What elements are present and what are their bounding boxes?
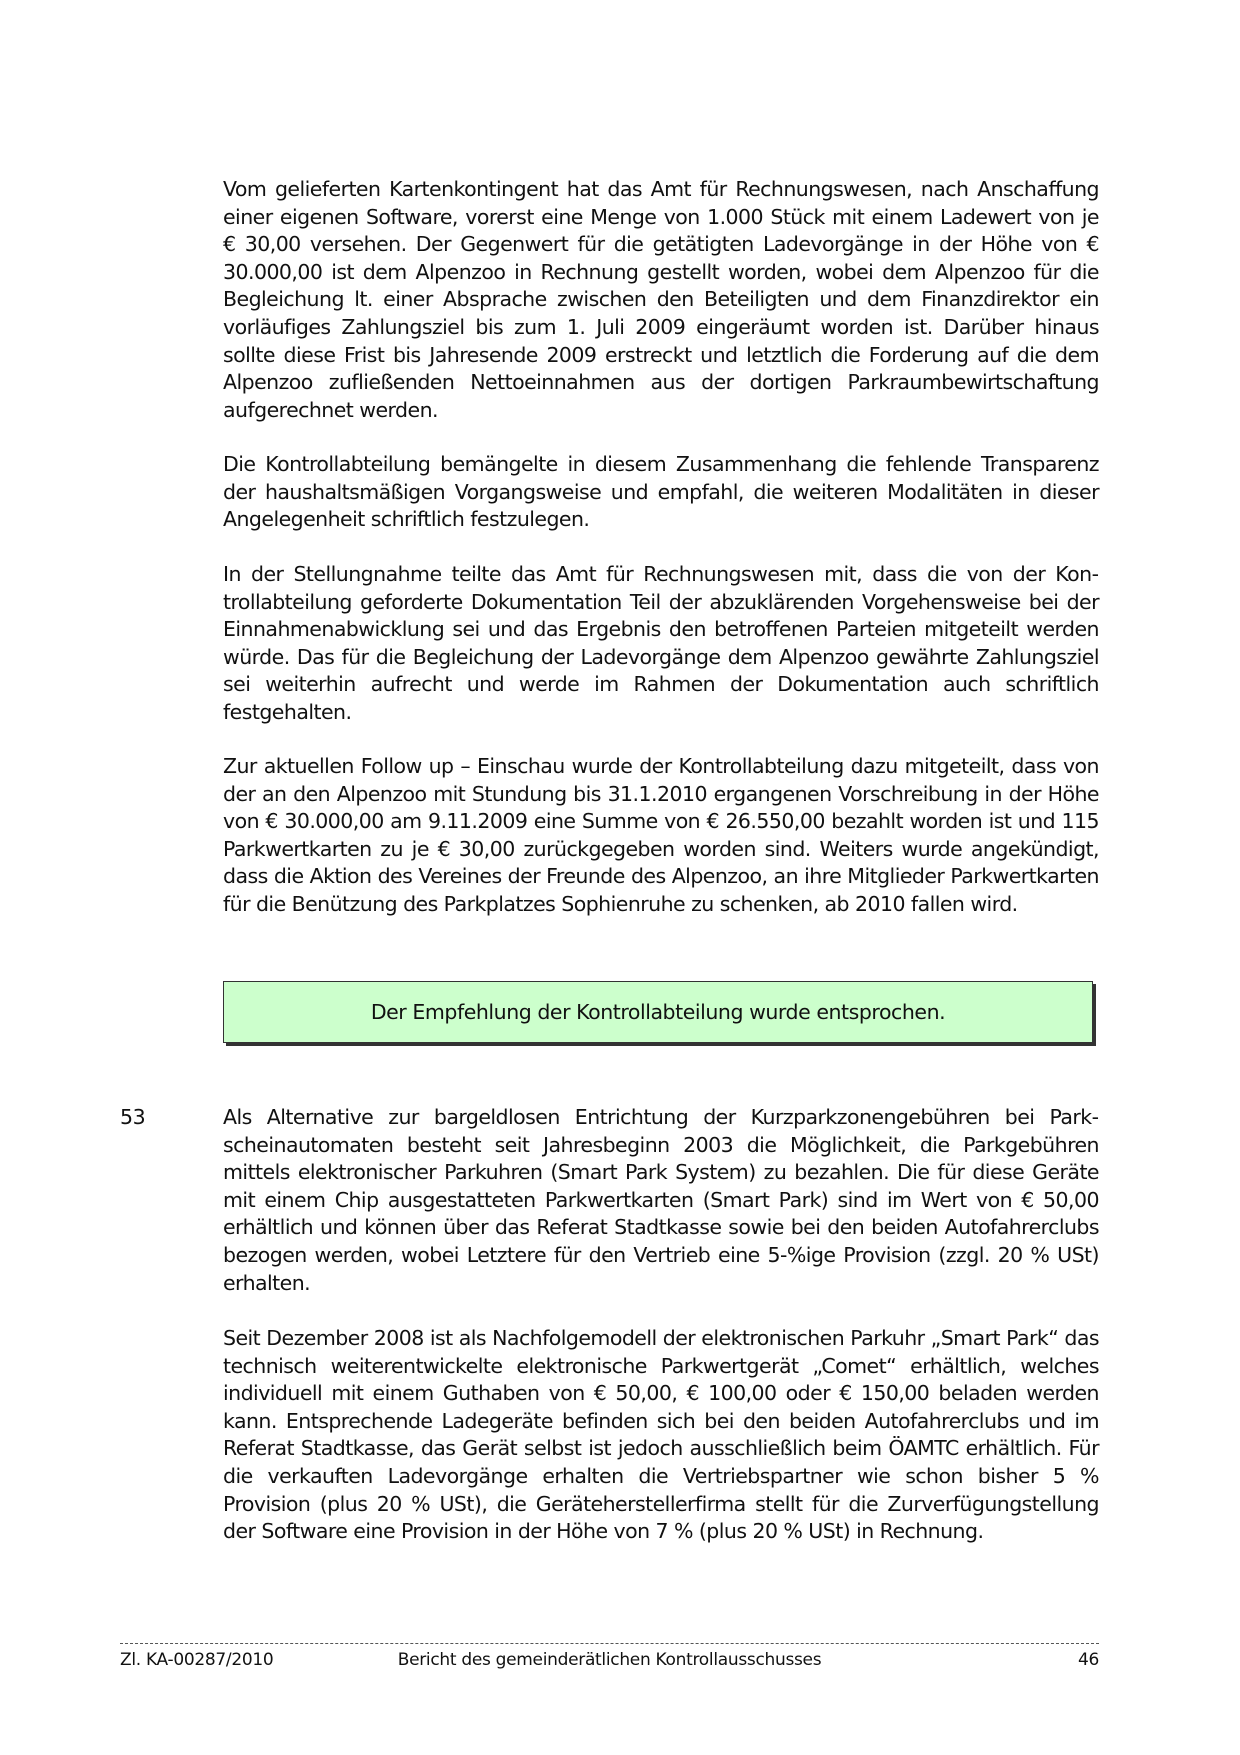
paragraph-text: Seit Dezember 2008 ist als Nachfolgemodell der elektronischen Parkuhr „Smart Park“ das technisch weiterentwickelte elektronische Parkwertgerät „Comet“ erhältlich, welches individuell mit einem Guthaben von € 50,00, € 100,00 oder € 150,00 beladen werden kann. Entsprechende Ladegeräte befinden sich bei den beiden Autofahrerclubs und im Referat Stadtkasse, das Gerät selbst ist jedoch ausschließlich beim ÖAMTC erhältlich. Für die verkauften Ladevorgänge erhalten die Vertriebspartner wie schon bisher 5 % Provision (plus 20 % USt), die Geräteherstellerfirma stellt für die Zurverfügungstellung der Software eine Provision in der Höhe von 7 % (plus 20 % USt) in Rechnung. xyxy=(223,1326,1099,1544)
paragraph-transparenz xyxy=(223,451,1099,534)
recommendation-box xyxy=(223,981,1093,1043)
recommendation-text: Der Empfehlung der Kontrollabteilung wurde entsprochen. xyxy=(370,1000,946,1024)
footer-divider xyxy=(120,1643,1099,1644)
paragraph-text: Die Kontrollabteilung bemängelte in diesem Zusammenhang die fehlende Transparenz der haushaltsmäßigen Vorgangsweise und empfahl, die weiteren Modalitäten in dieser Angelegenheit schriftlich festzulegen. xyxy=(223,452,1099,532)
paragraph-text: Vom gelieferten Kartenkontingent hat das Amt für Rechnungswesen, nach Anschaffung einer eigenen Software, vorerst eine Menge von 1.000 Stück mit einem Ladewert von je € 30,00 versehen. Der Gegenwert für die getätigten Ladevorgänge in der Höhe von € 30.000,00 ist dem Alpenzoo in Rechnung gestellt worden, wobei dem Alpenzoo für die Begleichung lt. einer Absprache zwischen den Beteiligten und dem Finanzdirektor ein vorläufiges Zahlungsziel bis zum 1. Juli 2009 eingeräumt worden ist. Darüber hinaus sollte diese Frist bis Jahresende 2009 erstreckt und letztlich die Forderung auf die dem Alpenzoo zufließenden Nettoeinnahmen aus der dortigen Parkraumbewirtschaftung aufgerechnet werden. xyxy=(223,177,1099,422)
section-number: 53 xyxy=(120,1105,146,1129)
footer-title: Bericht des gemeinderätlichen Kontrollausschusses xyxy=(397,1650,822,1670)
paragraph-smart-park xyxy=(223,1104,1099,1297)
paragraph-kartenkontingent xyxy=(223,176,1099,424)
footer-reference: Zl. KA-00287/2010 xyxy=(120,1650,274,1670)
paragraph-text: Als Alternative zur bargeldlosen Entrichtung der Kurzparkzonengebühren bei Parkscheinautomaten besteht seit Jahresbeginn 2003 die Möglichkeit, die Parkgebühren mittels elektronischer Parkuhren (Smart Park System) zu bezahlen. Die für diese Geräte mit einem Chip ausgestatteten Parkwertkarten (Smart Park) sind im Wert von € 50,00 erhältlich und können über das Referat Stadtkasse sowie bei den beiden Autofahrerclubs bezogen werden, wobei Letztere für den Vertrieb eine 5-%ige Provision (zzgl. 20 % USt) erhalten. xyxy=(223,1105,1099,1295)
paragraph-text: In der Stellungnahme teilte das Amt für Rechnungswesen mit, dass die von der Kontrollabteilung geforderte Dokumentation Teil der abzuklärenden Vorgehensweise bei der Einnahmenabwicklung sei und das Ergebnis den betroffenen Parteien mitgeteilt werden würde. Das für die Begleichung der Ladevorgänge dem Alpenzoo gewährte Zahlungsziel sei weiterhin aufrecht und werde im Rahmen der Dokumentation auch schriftlich festgehalten. xyxy=(223,562,1099,724)
paragraph-follow-up xyxy=(223,753,1099,919)
paragraph-comet xyxy=(223,1325,1099,1546)
paragraph-stellungnahme xyxy=(223,561,1099,727)
footer-page-number: 46 xyxy=(1077,1650,1099,1670)
paragraph-text: Zur aktuellen Follow up – Einschau wurde der Kontrollabteilung dazu mitgeteilt, dass von der an den Alpenzoo mit Stundung bis 31.1.2010 ergangenen Vorschreibung in der Höhe von € 30.000,00 am 9.11.2009 eine Summe von € 26.550,00 bezahlt worden ist und 115 Parkwertkarten zu je € 30,00 zurückgegeben worden sind. Weiters wurde angekündigt, dass die Aktion des Vereines der Freunde des Alpenzoo, an ihre Mitglieder Parkwertkarten für die Benützung des Parkplatzes Sophienruhe zu schenken, ab 2010 fallen wird. xyxy=(223,754,1099,916)
